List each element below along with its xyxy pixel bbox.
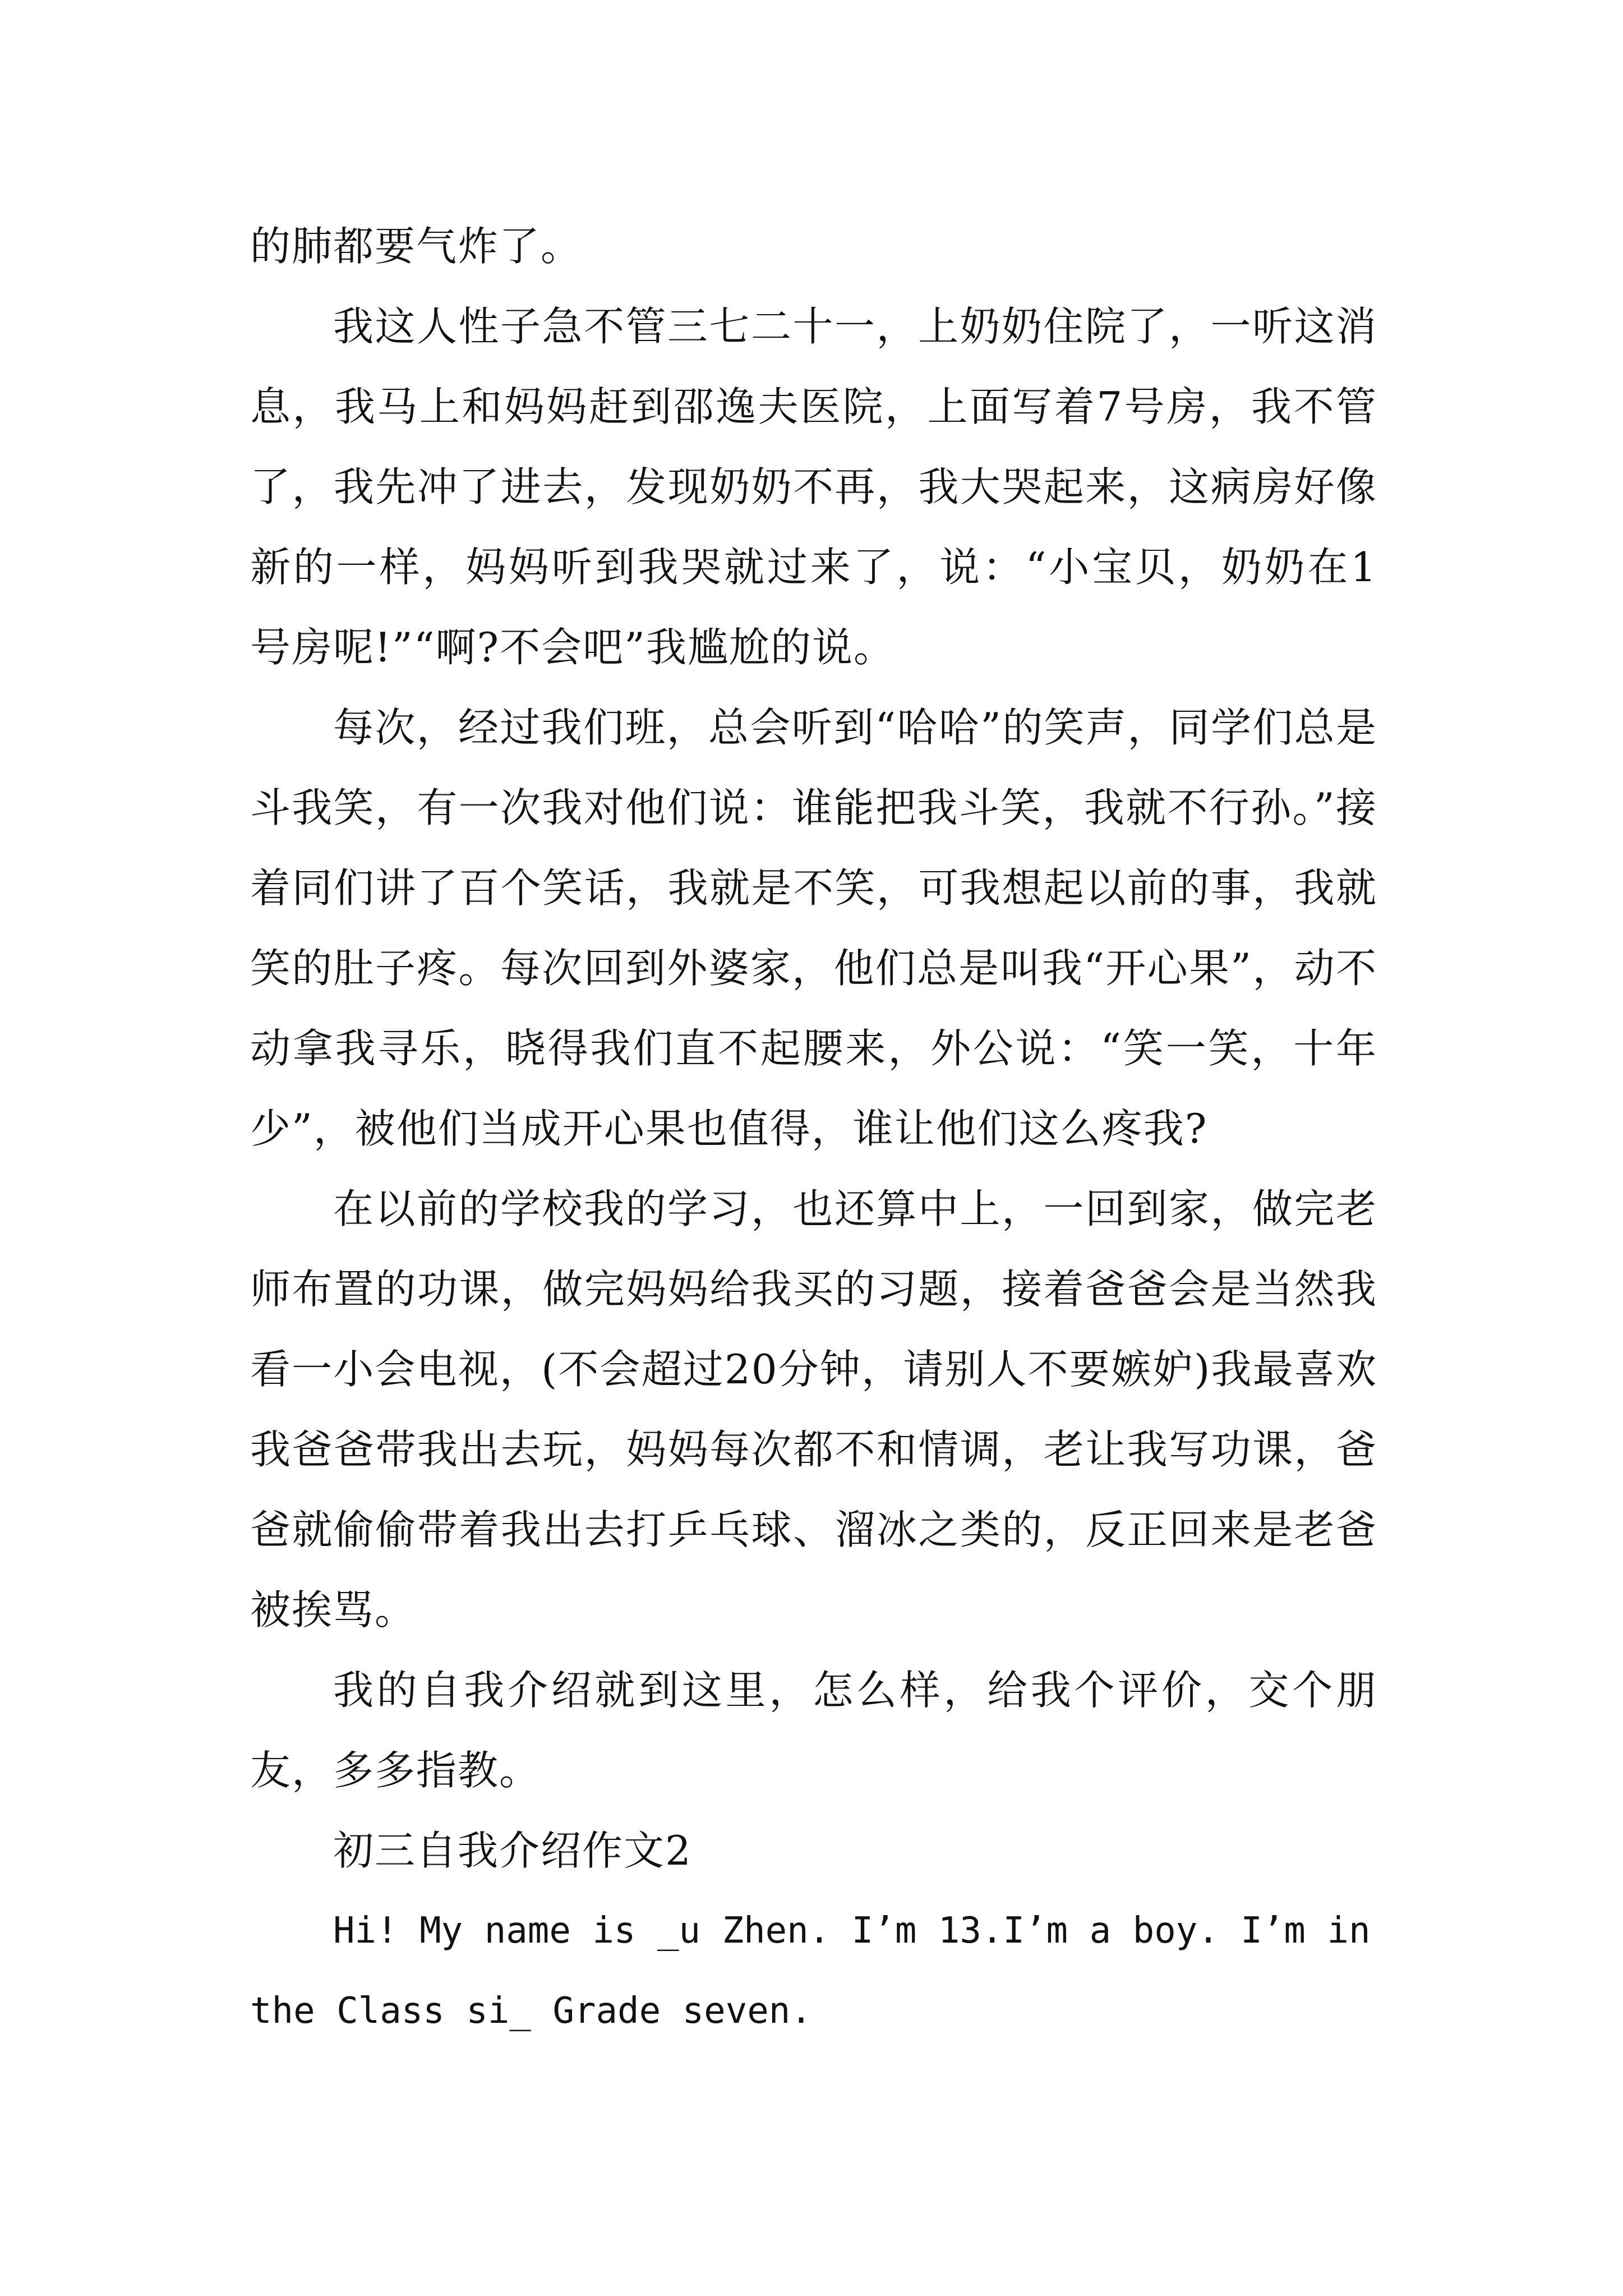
paragraph-closing: 我的自我介绍就到这里，怎么样，给我个评价，交个朋友，多多指教。 [250,1667,1377,1794]
paragraph-hospital: 我这人性子急不管三七二十一，上奶奶住院了，一听这消息，我马上和妈妈赶到邵逸夫医院，上面写着7号房，我不管了，我先冲了进去，发现奶奶不再，我大哭起来，这病房好像新的一样，妈妈听到我哭就过来了，说：“小宝贝，奶奶在1号房呢!”“啊?不会吧”我尴尬的说。 [250,303,1377,671]
document-body [250,206,1377,2051]
paragraph-study: 在以前的学校我的学习，也还算中上，一回到家，做完老师布置的功课，做完妈妈给我买的习题，接着爸爸会是当然我看一小会电视，(不会超过20分钟，请别人不要嫉妒)我最喜欢我爸爸带我出去玩，妈妈每次都不和情调，老让我写功课，爸爸就偷偷带着我出去打乒乓球、溜冰之类的，反正回来是老爸被挨骂。 [250,1185,1377,1634]
essay-heading: 初三自我介绍作文2 [333,1827,692,1874]
paragraph-english: Hi! My name is _u Zhen. I’m 13.I’m a boy. I’m in the Class si_ Grade seven. [250,1910,1371,2032]
paragraph-continuation: 的肺都要气炸了。 [250,223,583,270]
paragraph-laughter: 每次，经过我们班，总会听到“哈哈”的笑声，同学们总是斗我笑，有一次我对他们说：谁能把我斗笑，我就不行孙。”接着同们讲了百个笑话，我就是不笑，可我想起以前的事，我就笑的肚子疼。每次回到外婆家，他们总是叫我“开心果”，动不动拿我寻乐，晓得我们直不起腰来，外公说：“笑一笑，十年少”，被他们当成开心果也值得，谁让他们这么疼我? [250,704,1377,1152]
